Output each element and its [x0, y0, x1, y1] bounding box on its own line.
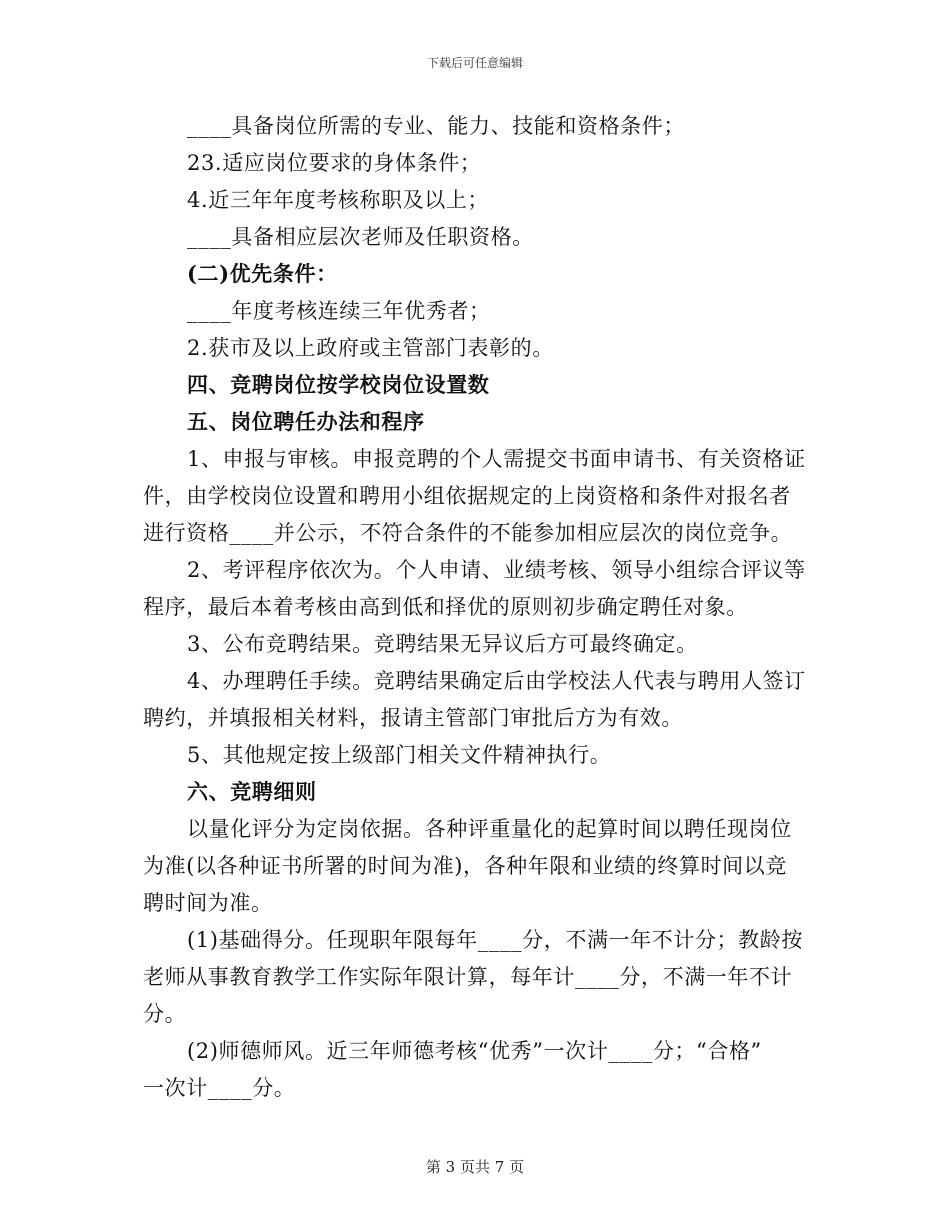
text-line-2: 23.适应岗位要求的身体条件； [187, 151, 482, 175]
paragraph-7-line-3: 分。 [143, 1002, 187, 1026]
paragraph-2-line-2: 程序，最后本着考核由高到低和择优的原则初步确定聘任对象。 [143, 595, 748, 619]
section-heading-5: 五、岗位聘任办法和程序 [187, 409, 425, 434]
download-note: 下载后可任意编辑 [426, 56, 523, 70]
paragraph-6-line-3: 聘时间为准。 [143, 891, 273, 915]
section-heading-4: 四、竞聘岗位按学校岗位设置数 [187, 372, 490, 397]
paragraph-5-line-1: 5、其他规定按上级部门相关文件精神执行。 [187, 743, 612, 767]
paragraph-7-line-1: (1)基础得分。任现职年限每年____分，不满一年不计分；教龄按 [187, 928, 803, 952]
paragraph-3-line-1: 3、公布竞聘结果。竞聘结果无异议后方可最终确定。 [187, 632, 698, 656]
paragraph-4-line-1: 4、办理聘任手续。竞聘结果确定后由学校法人代表与聘用人签订 [187, 669, 806, 693]
paragraph-8-line-2: 一次计____分。 [143, 1076, 296, 1100]
paragraph-4-line-2: 聘约，并填报相关材料，报请主管部门审批后方为有效。 [143, 706, 683, 730]
text-line-6: ____年度考核连续三年优秀者； [187, 299, 491, 323]
text-line-1: ____具备岗位所需的专业、能力、技能和资格条件； [187, 114, 685, 138]
paragraph-8-line-1: (2)师德师风。近三年师德考核“优秀”一次计____分；“合格” [187, 1039, 762, 1063]
paragraph-6-line-1: 以量化评分为定岗依据。各种评重量化的起算时间以聘任现岗位 [187, 817, 792, 841]
subheading-priority: (二)优先条件： [187, 261, 338, 286]
paragraph-7-line-2: 老师从事教育教学工作实际年限计算，每年计____分，不满一年不计 [143, 965, 793, 989]
paragraph-2-line-1: 2、考评程序依次为。个人申请、业绩考核、领导小组综合评议等 [187, 558, 806, 582]
text-line-4: ____具备相应层次老师及任职资格。 [187, 225, 534, 249]
paragraph-1-line-1: 1、申报与审核。申报竞聘的个人需提交书面申请书、有关资格证 [187, 447, 806, 471]
text-line-3: 4.近三年年度考核称职及以上； [187, 188, 490, 212]
section-heading-6: 六、竞聘细则 [187, 779, 317, 804]
paragraph-6-line-2: 为准(以各种证书所署的时间为准)，各种年限和业绩的终算时间以竞 [143, 854, 787, 878]
text-line-7: 2.获市及以上政府或主管部门表彰的。 [187, 336, 554, 360]
paragraph-1-line-2: 件，由学校岗位设置和聘用小组依据规定的上岗资格和条件对报名者 [143, 484, 791, 508]
paragraph-1-line-3: 进行资格____并公示，不符合条件的不能参加相应层次的岗位竞争。 [143, 521, 793, 545]
page-number: 第 3 页共 7 页 [425, 1158, 525, 1176]
